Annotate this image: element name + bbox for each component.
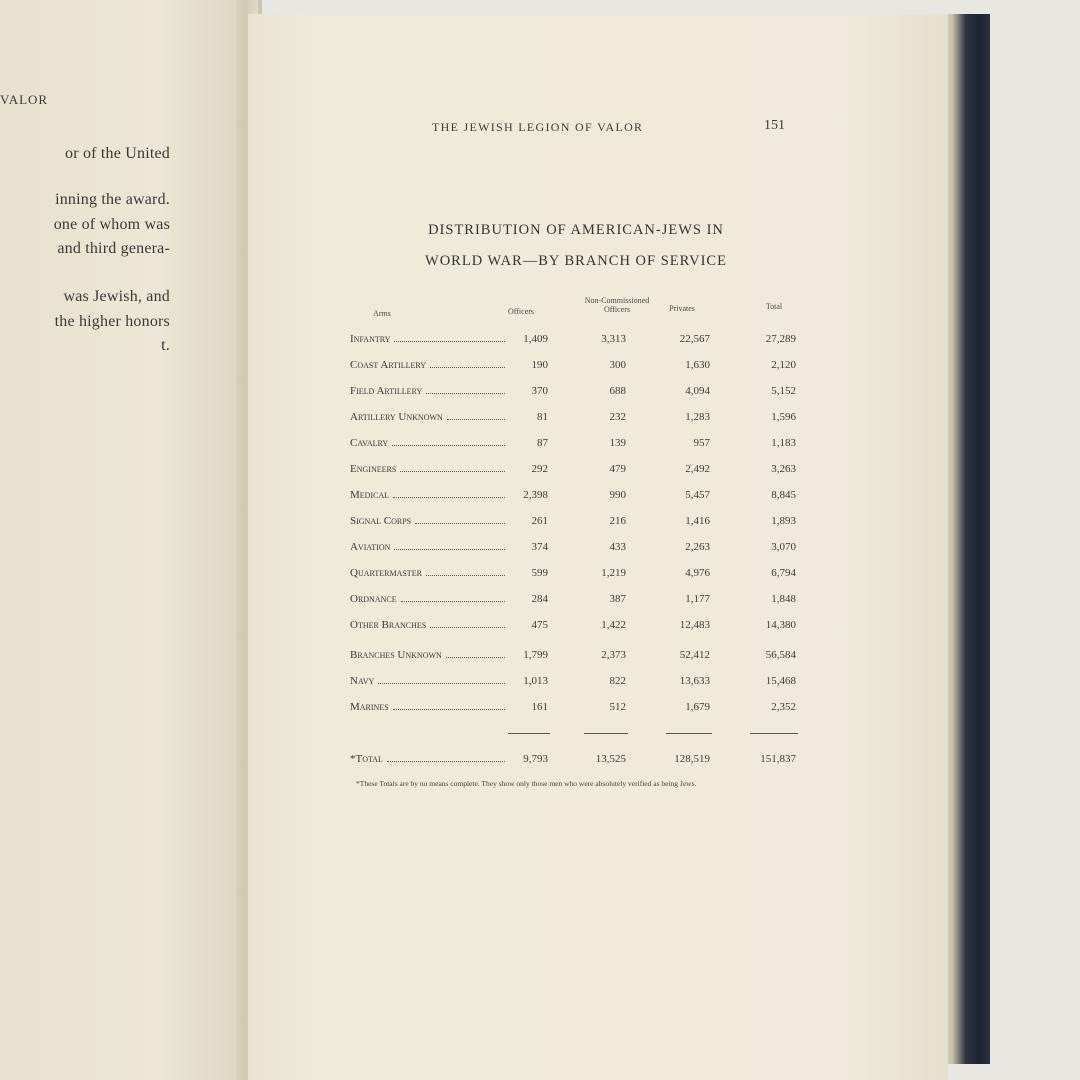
- branch-name: Cavalry: [350, 437, 389, 449]
- cell-officers: 1,799: [523, 649, 548, 661]
- cell-officers: 1,409: [523, 333, 548, 345]
- total-rule: [584, 733, 628, 734]
- column-header-nco-line1: Non-Commissioned: [584, 296, 650, 305]
- cell-total: 56,584: [765, 649, 796, 661]
- cell-privates: 5,457: [685, 489, 710, 501]
- cell-total: 27,289: [765, 333, 796, 345]
- cell-nco: 216: [609, 515, 626, 527]
- cell-nco: 822: [609, 675, 626, 687]
- cell-officers: 161: [531, 701, 548, 713]
- cell-officers: 1,013: [523, 675, 548, 687]
- cell-nco: 512: [609, 701, 626, 713]
- cell-privates: 12,483: [679, 619, 710, 631]
- left-text-line: was Jewish, and: [63, 288, 170, 305]
- cell-officers: 292: [531, 463, 548, 475]
- left-text-line: inning the award.: [55, 191, 170, 208]
- branch-name: Engineers: [350, 463, 397, 475]
- cell-nco: 300: [609, 359, 626, 371]
- cell-total: 3,070: [771, 541, 796, 553]
- cell-officers: 370: [531, 385, 548, 397]
- cell-nco: 990: [609, 489, 626, 501]
- branch-name: Artillery Unknown: [350, 411, 443, 423]
- cell-nco: 232: [609, 411, 626, 423]
- left-text-line: and third genera-: [57, 240, 170, 257]
- cell-nco: 387: [609, 593, 626, 605]
- branch-name: Aviation: [350, 541, 391, 553]
- cell-total: 1,893: [771, 515, 796, 527]
- cell-privates: 13,633: [679, 675, 710, 687]
- cell-privates: 957: [693, 437, 710, 449]
- cell-officers: 190: [531, 359, 548, 371]
- column-header-arms: Arms: [373, 309, 391, 318]
- column-header-nco-line2: Officers: [603, 305, 631, 314]
- cell-nco: 3,313: [601, 333, 626, 345]
- branch-name: Marines: [350, 701, 389, 713]
- branch-name: Branches Unknown: [350, 649, 442, 661]
- cell-privates: 22,567: [679, 333, 710, 345]
- left-text-line: one of whom was: [53, 216, 170, 233]
- branch-name: Signal Corps: [350, 515, 412, 527]
- cell-total-officers: 9,793: [523, 753, 548, 765]
- cell-privates: 2,263: [685, 541, 710, 553]
- branch-name: Medical: [350, 489, 390, 501]
- cell-nco: 1,219: [601, 567, 626, 579]
- cell-nco: 1,422: [601, 619, 626, 631]
- left-text-line: t.: [161, 337, 170, 354]
- branch-name: Quartermaster: [350, 567, 422, 579]
- left-running-header: VALOR: [0, 92, 49, 107]
- cell-total: 1,596: [771, 411, 796, 423]
- branch-name: Infantry: [350, 333, 391, 345]
- cell-privates: 1,679: [685, 701, 710, 713]
- cell-nco: 479: [609, 463, 626, 475]
- page-number: 151: [764, 118, 785, 133]
- cell-total: 3,263: [771, 463, 796, 475]
- cell-total: 14,380: [765, 619, 796, 631]
- cell-officers: 599: [531, 567, 548, 579]
- cell-total: 2,352: [771, 701, 796, 713]
- cell-total: 6,794: [771, 567, 796, 579]
- cell-officers: 374: [531, 541, 548, 553]
- cell-officers: 2,398: [523, 489, 548, 501]
- left-text-line: the higher honors: [54, 313, 170, 330]
- cell-total: 1,848: [771, 593, 796, 605]
- cell-nco: 688: [609, 385, 626, 397]
- cell-nco: 433: [609, 541, 626, 553]
- cell-total: 15,468: [765, 675, 796, 687]
- column-header-privates: Privates: [669, 304, 695, 313]
- cell-privates: 1,630: [685, 359, 710, 371]
- total-rule: [666, 733, 712, 734]
- cell-privates: 4,976: [685, 567, 710, 579]
- column-header-nco: [574, 296, 660, 314]
- left-page: [0, 0, 262, 1080]
- running-header: THE JEWISH LEGION OF VALOR: [432, 120, 644, 134]
- cell-privates: 2,492: [685, 463, 710, 475]
- column-header-officers: Officers: [507, 307, 535, 316]
- cell-nco: 2,373: [601, 649, 626, 661]
- cell-officers: 81: [537, 411, 548, 423]
- table-title-line-1: DISTRIBUTION OF AMERICAN-JEWS IN: [428, 222, 724, 238]
- total-label: *Total: [350, 753, 383, 765]
- table-footnote: *These Totals are by no means complete. They show only those men who were absolutely verified as being Jews.: [356, 779, 697, 788]
- cell-total: 2,120: [771, 359, 796, 371]
- left-text-line: or of the United: [65, 145, 170, 162]
- cell-privates: 1,177: [685, 593, 710, 605]
- cell-total-nco: 13,525: [595, 753, 626, 765]
- branch-name: Ordnance: [350, 593, 397, 605]
- cell-officers: 261: [531, 515, 548, 527]
- branch-name: Other Branches: [350, 619, 427, 631]
- branch-name: Coast Artillery: [350, 359, 427, 371]
- cell-privates: 1,416: [685, 515, 710, 527]
- total-rule: [750, 733, 798, 734]
- cell-officers: 475: [531, 619, 548, 631]
- cell-privates: 52,412: [679, 649, 710, 661]
- branch-name: Field Artillery: [350, 385, 423, 397]
- cell-total: 1,183: [771, 437, 796, 449]
- cell-officers: 284: [531, 593, 548, 605]
- table-title-line-2: WORLD WAR—BY BRANCH OF SERVICE: [425, 253, 727, 269]
- total-rule: [508, 733, 550, 734]
- cell-total-privates: 128,519: [674, 753, 710, 765]
- cell-nco: 139: [609, 437, 626, 449]
- cell-privates: 1,283: [685, 411, 710, 423]
- cell-total: 8,845: [771, 489, 796, 501]
- column-header-total: Total: [765, 302, 783, 311]
- cell-total: 5,152: [771, 385, 796, 397]
- cell-grand-total: 151,837: [760, 753, 796, 765]
- branch-name: Navy: [350, 675, 375, 687]
- cell-officers: 87: [537, 437, 548, 449]
- cell-privates: 4,094: [685, 385, 710, 397]
